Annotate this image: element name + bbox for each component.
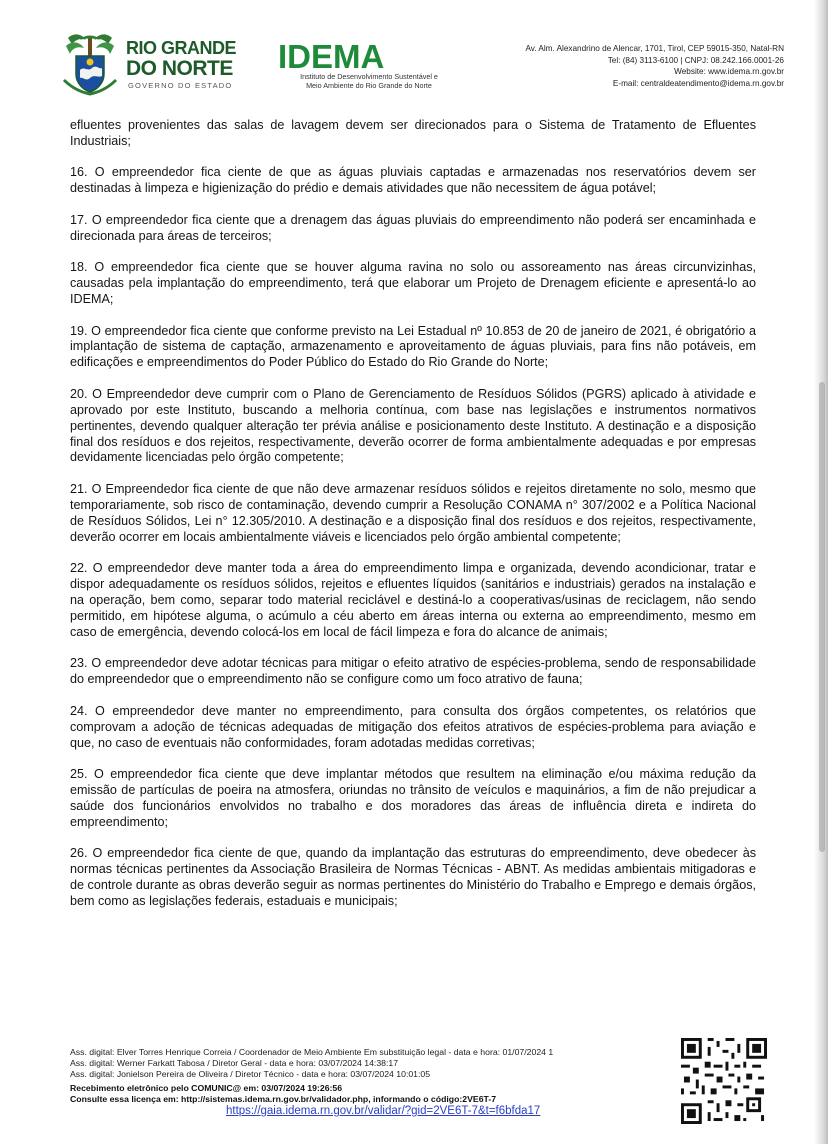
paragraph: 25. O empreendedor fica ciente que deve implantar métodos que resultem na eliminação e/ou máxima redução da emissão de partículas de poeira na atmosfera, oriundas no trânsito de veículos e maquinários, a fim de não prejudicar a saúde dos funcionários envolvidos no trabalho e dos moradores das áreas de influência direta e indireta do empreendimento;: [70, 767, 756, 829]
contact-address: Av. Alm. Alexandrino de Alencar, 1701, Tirol, CEP 59015-350, Natal-RN: [525, 44, 784, 53]
received-line: Recebimento eletrônico pelo COMUNIC@ em: 03/07/2024 19:26:56: [70, 1083, 343, 1093]
scrollbar[interactable]: [819, 382, 825, 852]
idema-logo-name: IDEMA: [278, 38, 385, 75]
state-emblem-icon: [62, 30, 118, 96]
signature-line: Ass. digital: Jonielson Pereira de Oliveira / Diretor Técnico - data e hora: 03/07/2024 10:01:05: [70, 1069, 431, 1079]
signature-line: Ass. digital: Werner Farkatt Tabosa / Diretor Geral - data e hora: 03/07/2024 14:38:17: [70, 1058, 399, 1068]
consult-line: Consulte essa licença em: http://sistemas.idema.rn.gov.br/validador.php, informando o código:2VE6T-7: [70, 1094, 497, 1104]
contact-block: [454, 43, 784, 89]
paragraph: efluentes provenientes das salas de lavagem devem ser direcionados para o Sistema de Tratamento de Efluentes Industriais;: [70, 118, 756, 148]
paragraph: 19. O empreendedor fica ciente que conforme previsto na Lei Estadual nº 10.853 de 20 de janeiro de 2021, é obrigatório a implantação de sistema de captação, armazenamento e aproveitamento de águas pluviais, para fins não potáveis, em edificações e empreendimentos do Poder Público do Estado do Rio Grande do Norte;: [70, 323, 756, 370]
letterhead: [60, 28, 790, 102]
rn-logo-line1: RIO GRANDE: [126, 38, 237, 58]
idema-logo-subtitle: [280, 72, 458, 90]
paragraph: 16. O empreendedor fica ciente de que as águas pluviais captadas e armazenadas nos reservatórios devem ser destinadas à limpeza e higienização do prédio e demais atividades que não necessitem de água potável;: [70, 165, 756, 196]
contact-phone: Tel: (84) 3113-6100 | CNPJ: 08.242.166.0001-26: [607, 55, 784, 65]
idema-subtitle-line1: Instituto de Desenvolvimento Sustentável e: [300, 72, 438, 81]
idema-subtitle-line2: Meio Ambiente do Rio Grande do Norte: [306, 81, 432, 90]
rn-logo-line3: GOVERNO DO ESTADO: [128, 81, 233, 90]
validation-link[interactable]: https://gaia.idema.rn.gov.br/validar/?gid=2VE6T-7&t=f6bfda17: [226, 1105, 541, 1117]
paragraph: 17. O empreendedor fica ciente que a drenagem das águas pluviais do empreendimento não poderá ser encaminhada e direcionada para áreas de terceiros;: [70, 212, 756, 243]
paragraph: 20. O Empreendedor deve cumprir com o Plano de Gerenciamento de Resíduos Sólidos (PGRS) aplicado à atividade e aprovado por este Instituto, buscando a melhoria contínua, com base nas legislações e instrumentos normativos pertinentes, devendo qualquer alteração ter prévia análise e posicionamento deste Instituto. A destinação e a disposição final dos resíduos e dos rejeitos, respectivamente, deverão ocorrer de forma ambientalmente adequadas e por empresas devidamente licenciadas pelo órgão competente;: [70, 386, 756, 465]
qr-code-icon: [681, 1038, 767, 1124]
document-body: [70, 118, 756, 925]
contact-website: Website: www.idema.rn.gov.br: [674, 67, 784, 76]
rn-logo-line2: DO NORTE: [126, 57, 233, 80]
rio-grande-do-norte-logo: [60, 28, 238, 98]
paragraph: 22. O empreendedor deve manter toda a área do empreendimento limpa e organizada, devendo acondicionar, tratar e dispor adequadamente os resíduos sólidos, rejeitos e efluentes líquidos (sanitários e industriais) gerados na instalação e na operação, bem como, separar todo material reciclável e destiná-lo a cooperativas/usinas de reciclagem, não sendo permitido, em hipótese alguma, o acúmulo a céu aberto em áreas interna ou externa ao empreendimento, mesmo em caso de emergência, devendo colocá-los em local de fácil limpeza e fora do alcance de animais;: [70, 561, 756, 639]
contact-email: E-mail: centraldeatendimento@idema.rn.gov.br: [612, 78, 784, 88]
signature-footer: [70, 1047, 690, 1118]
paragraph: 18. O empreendedor fica ciente que se houver alguma ravina no solo ou assoreamento nas áreas circunvizinhas, causadas pela implantação do empreendimento, terá que elaborar um Projeto de Drenagem eficiente e apresentá-lo ao IDEMA;: [70, 260, 756, 307]
signature-line: Ass. digital: Elver Torres Henrique Correia / Coordenador de Meio Ambiente Em substituição legal - data e hora: 01/07/2024 1: [70, 1047, 554, 1057]
paragraph: 26. O empreendedor fica ciente de que, quando da implantação das estruturas do empreendimento, deve obedecer às normas técnicas pertinentes da Associação Brasileira de Normas Técnicas - ABNT. As medidas ambientais mitigadoras e de controle durante as obras deverão seguir as normas pertinentes do Ministério do Trabalho e Emprego e demais órgãos, bem como as legislações federais, estaduais e municipais;: [70, 846, 756, 908]
paragraph: 23. O empreendedor deve adotar técnicas para mitigar o efeito atrativo de espécies-problema, sendo de responsabilidade do empreendedor que o empreendimento não se configure como um foco atrativo de fauna;: [70, 656, 756, 687]
paragraph: 21. O Empreendedor fica ciente de que não deve armazenar resíduos sólidos e rejeitos diretamente no solo, mesmo que temporariamente, sob risco de contaminação, devendo cumprir a Resolução CONAMA n° 307/2002 e a Política Nacional de Resíduos Sólidos, Lei n° 12.305/2010. A destinação e a disposição final dos resíduos e dos rejeitos, respectivamente, deverão ocorrer em locais ambientalmente viáveis e licenciados pelo órgão ambiental competente;: [70, 481, 756, 544]
paragraph: 24. O empreendedor deve manter no empreendimento, para consulta dos órgãos competentes, os relatórios que comprovam a adoção de técnicas adequadas de mitigação dos efeitos atrativos de espécies-problema para aviação e que, no caso de eventuais não conformidades, foram adotadas medidas corretivas;: [70, 703, 756, 750]
idema-logo: [278, 40, 454, 100]
